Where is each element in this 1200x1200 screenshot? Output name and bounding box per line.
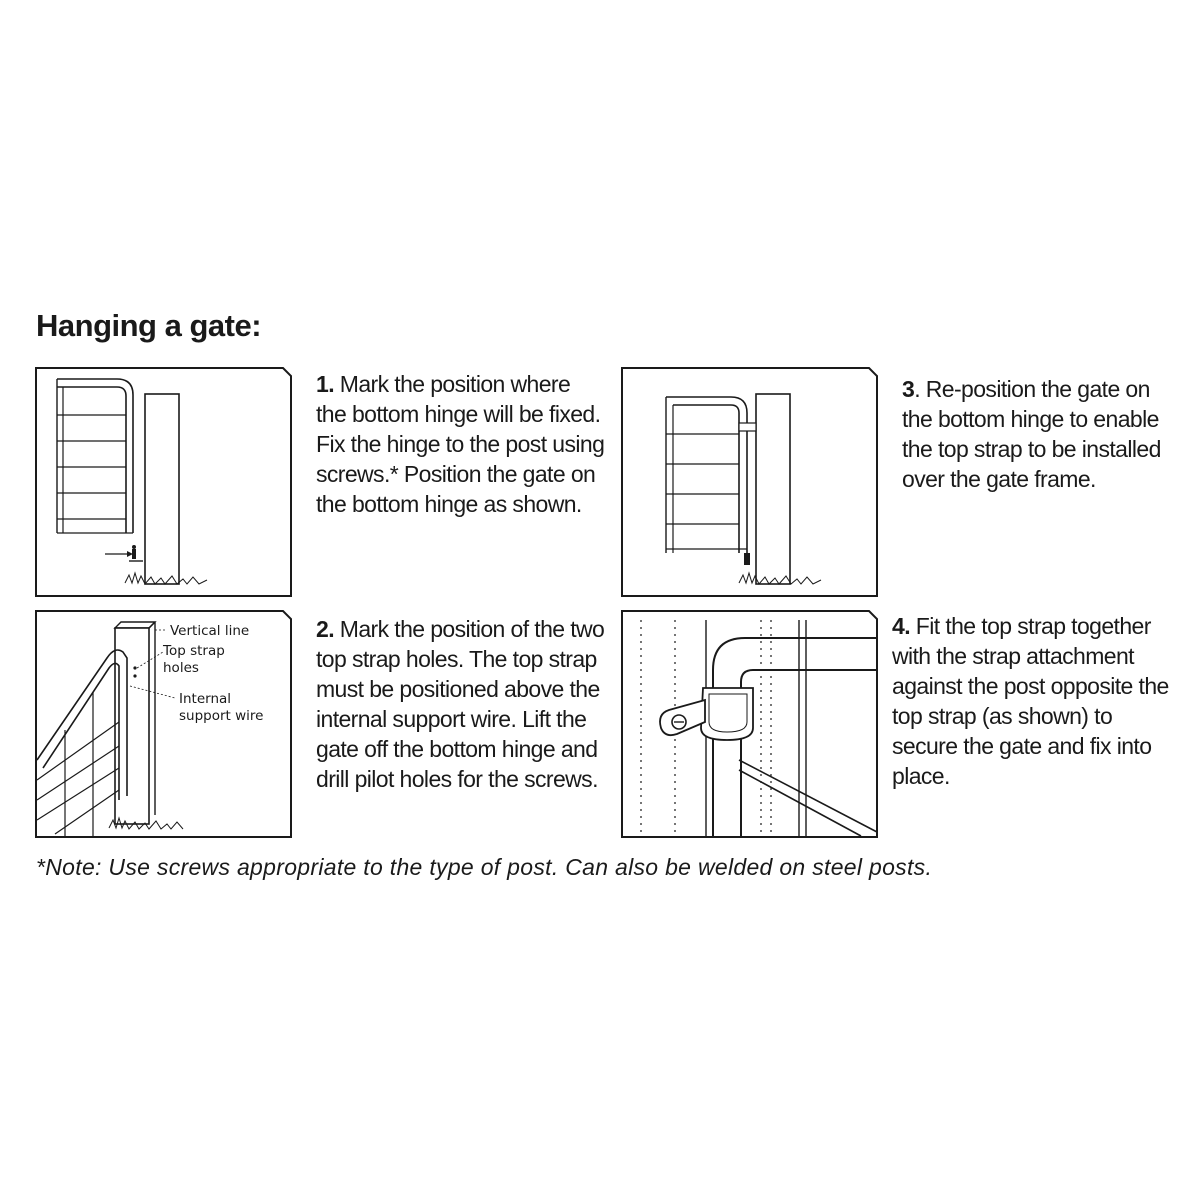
label-internal-support-wire-line1: Internal — [179, 691, 232, 707]
step-2-text — [316, 614, 606, 794]
step-3-text — [902, 374, 1172, 494]
gate-on-bottom-hinge-drawing — [35, 367, 292, 597]
step-3-number: 3 — [902, 376, 915, 402]
label-top-strap-holes-line1: Top strap — [163, 643, 225, 659]
page-title: Hanging a gate: — [36, 308, 262, 343]
top-strap-attachment-drawing — [621, 610, 878, 838]
label-top-strap-holes-line2: holes — [163, 660, 199, 676]
step-1-number: 1. — [316, 371, 334, 397]
label-vertical-line: Vertical line — [170, 623, 250, 639]
step-2-number: 2. — [316, 616, 334, 642]
top-strap-holes-drawing — [35, 610, 292, 838]
step-4-description: Fit the top strap together with the strap attachment against the post opposite the top strap (as shown) to secure the gate and fix into place. — [892, 613, 1169, 789]
step-2-illustration — [35, 610, 292, 838]
gate-repositioned-drawing — [621, 367, 878, 597]
step-3-illustration — [621, 367, 878, 597]
step-1-text — [316, 369, 606, 519]
step-2-description: Mark the position of the two top strap holes. The top strap must be positioned above the internal support wire. Lift the gate off the bottom hinge and drill pilot holes for the screws. — [316, 616, 605, 792]
step-3-description: . Re-position the gate on the bottom hinge to enable the top strap to be installed over the gate frame. — [902, 376, 1161, 492]
step-4-illustration — [621, 610, 878, 838]
step-4-text — [892, 611, 1182, 791]
step-4-number: 4. — [892, 613, 910, 639]
footnote: *Note: Use screws appropriate to the type of post. Can also be welded on steel posts. — [36, 854, 933, 880]
step-1-illustration — [35, 367, 292, 597]
step-1-description: Mark the position where the bottom hinge will be fixed. Fix the hinge to the post using screws.* Position the gate on the bottom hinge as shown. — [316, 371, 605, 517]
label-internal-support-wire-line2: support wire — [179, 708, 264, 724]
